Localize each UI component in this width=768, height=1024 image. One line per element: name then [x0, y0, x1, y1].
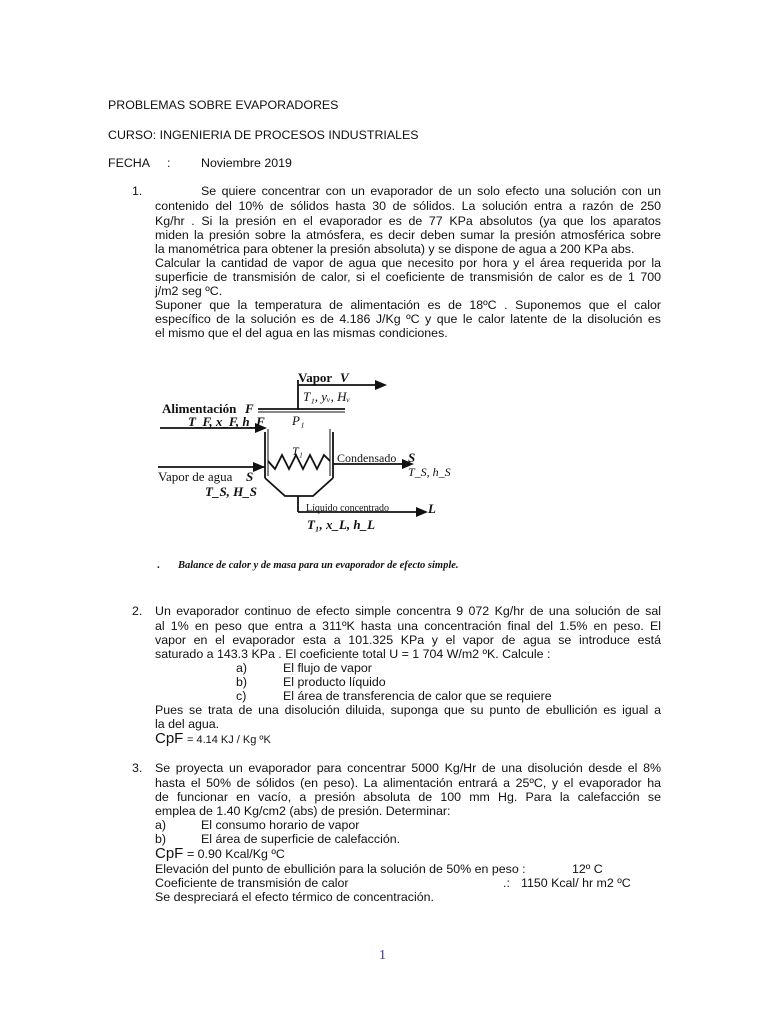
problem-text-line: al 1% en peso que entra a 311ºK hasta una concentración final del 1.5% en peso. El [155, 619, 661, 633]
list-item-letter: c) [236, 689, 247, 703]
problem-text-line: saturado a 143.3 KPa . El coeficiente total U = 1 704 W/m2 ºK. Calcule : [155, 647, 551, 661]
problem-text-line: Suponer que la temperatura de alimentación es de 18ºC . Suponemos que el calor [155, 298, 661, 312]
list-item-letter: a) [155, 818, 167, 832]
figure-caption: Balance de calor y de masa para un evaporador de efecto simple. [178, 560, 459, 571]
condensate-var: S [408, 450, 416, 465]
problem-text-line: Se proyecta un evaporador para concentrar 5000 Kg/Hr de una disolución desde el 8% [155, 761, 661, 775]
steam-props: T_S, H_S [205, 484, 258, 499]
cp-line [155, 731, 271, 748]
cp-value: = 4.14 KJ / Kg ºK [186, 734, 271, 746]
vapor-label: Vapor [298, 370, 333, 385]
vapor-props: T₁, yᵥ, Hᵥ [303, 389, 351, 404]
list-item-letter: a) [236, 661, 248, 675]
temperature-label: T₁ [292, 444, 303, 458]
liquid-var: L [428, 501, 436, 516]
problem-text-line: Se despreciará el efecto térmico de concentración. [155, 890, 434, 904]
feed-var: F [245, 401, 254, 416]
document-title: PROBLEMAS SOBRE EVAPORADORES [108, 98, 339, 112]
arrow-head-icon [375, 380, 387, 390]
caption-dot: . [157, 559, 160, 571]
elevation-value: 12º C [572, 862, 603, 876]
cp-symbol: CpF [155, 845, 184, 862]
steam-var: S [246, 469, 254, 484]
problem-text-line: contenido del 10% de sólidos hasta 30 de sólidos. La solución entra a razón de 250 [155, 199, 661, 213]
coefficient-value: 1150 Kcal/ hr m2 ºC [521, 876, 631, 890]
date-colon: : [167, 156, 171, 170]
list-item-letter: b) [155, 832, 167, 846]
problem-text-line: Pues se trata de una disolución diluida, suponga que su punto de ebullición es igual a [155, 703, 661, 717]
arrow-head-icon [416, 507, 428, 517]
problem-number: 1. [132, 184, 143, 198]
problem-text-line: Kg/hr . Si la presión en el evaporador es de 77 KPa absolutos (ya que los aparatos [155, 214, 661, 228]
list-item-text: El flujo de vapor [283, 661, 372, 675]
list-item-text: El área de superficie de calefacción. [201, 832, 401, 846]
problem-text-line: j/m2 seg ºC. [155, 284, 223, 298]
problem-text-line: la del agua. [155, 717, 220, 731]
problem-number: 3. [132, 761, 143, 775]
date-label: FECHA [108, 156, 150, 170]
problem-text-line: hasta el 50% de sólidos (en peso). La alimentación entrará a 25ºC, y el evaporador ha [155, 776, 661, 790]
coefficient-label: Coeficiente de transmisión de calor [155, 876, 349, 890]
liquid-props: T₁, x_L, h_L [307, 517, 376, 532]
problem-text-line: el mismo que el del agua en las mismas condiciones. [155, 326, 448, 340]
problem-text-line: Se quiere concentrar con un evaporador de un solo efecto una solución con un [201, 184, 661, 198]
liquid-label: Líquido concentrado [306, 503, 390, 514]
problem-text-line: emplea de 1.40 Kg/cm2 (abs) de presión. Determinar: [155, 804, 451, 818]
list-item-text: El área de transferencia de calor que se requiere [283, 689, 552, 703]
condensate-props: T_S, h_S [408, 465, 451, 479]
elevation-label: Elevación del punto de ebullición para la solución de 50% en peso : [155, 862, 526, 876]
list-item-letter: b) [236, 675, 248, 689]
vapor-var: V [340, 370, 349, 385]
steam-label: Vapor de agua [158, 469, 233, 484]
problem-text-line: de funcionar en vacío, a presión absoluta de 100 mm Hg. Para la calefacción se [155, 790, 661, 804]
problem-text-line: miden la presión sobre la atmósfera, es decir deben sumar la presión atmosférica sobre [155, 228, 661, 242]
feed-props: T_F, x_F, h_F [188, 414, 265, 429]
problem-text-line: específico de la solución es de 4.186 J/Kg ºC y que le calor latente de la disolución es [155, 312, 661, 326]
cp-line [155, 846, 285, 862]
cp-value: = 0.90 Kcal/Kg ºC [186, 847, 285, 861]
feed-label: Alimentación [162, 401, 237, 416]
arrow-head-icon [253, 462, 265, 472]
problem-number: 2. [132, 604, 143, 618]
course-line: CURSO: INGENIERIA DE PROCESOS INDUSTRIALES [108, 128, 419, 142]
list-item-text: El producto líquido [283, 675, 386, 689]
problem-text-line: Un evaporador continuo de efecto simple concentra 9 072 Kg/hr de una solución de sal [155, 604, 661, 618]
cp-symbol: CpF [155, 730, 184, 747]
coefficient-separator: .: [503, 876, 510, 890]
condensate-label: Condensado [337, 451, 397, 465]
list-item-text: El consumo horario de vapor [201, 818, 360, 832]
problem-text-line: Calcular la cantidad de vapor de agua que necesito por hora y el área requerida por la [155, 256, 661, 270]
page-number: 1 [379, 948, 386, 963]
problem-text-line: vapor en el evaporador esta a 101.325 KPa y el vapor de agua se introduce está [155, 633, 661, 647]
problem-text-line: la manométrica para obtener la presión absoluta) y se dispone de agua a 200 KPa abs. [155, 242, 635, 256]
date-value: Noviembre 2019 [201, 156, 292, 170]
problem-text-line: superficie de transmisión de calor, si el coeficiente de transmisión de calor es de 1 700 [155, 270, 661, 284]
pressure-label: P₁ [292, 413, 305, 428]
